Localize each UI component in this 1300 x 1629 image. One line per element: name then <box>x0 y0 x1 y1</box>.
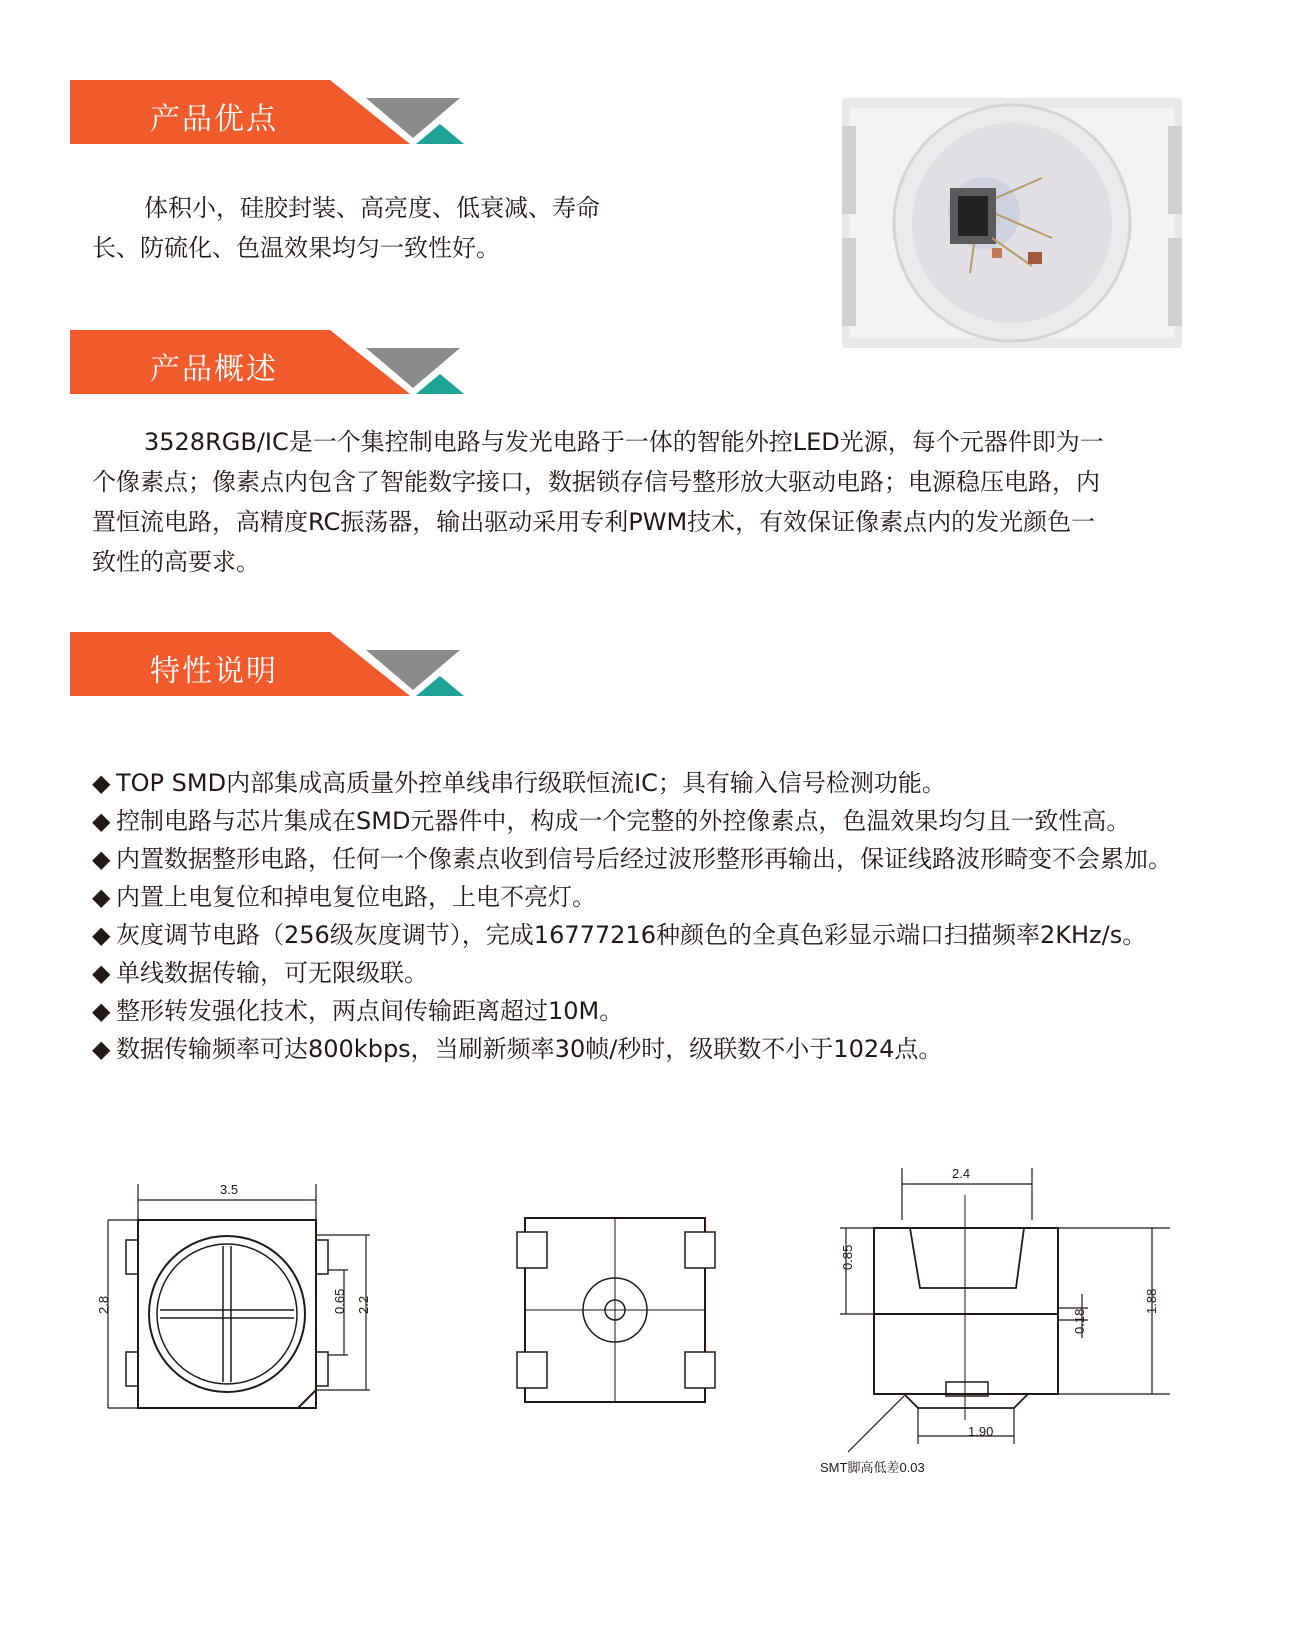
section-title: 产品优点 <box>150 102 278 137</box>
section-title: 特性说明 <box>150 654 278 689</box>
feature-list <box>92 764 1212 1068</box>
diamond-bullet-icon: ◆ <box>92 1035 111 1063</box>
text-line: 3528RGB/IC是一个集控制电路与发光电路于一体的智能外控LED光源，每个元器件即为一 <box>144 428 1104 456</box>
diamond-bullet-icon: ◆ <box>92 769 111 797</box>
section-header-overview <box>70 330 490 400</box>
text-line: 体积小，硅胶封装、高亮度、低衰减、寿命 <box>144 194 600 222</box>
feature-item: ◆ TOP SMD内部集成高质量外控单线串行级联恒流IC；具有输入信号检测功能。 <box>92 764 1212 802</box>
feature-item: ◆ 内置上电复位和掉电复位电路，上电不亮灯。 <box>92 878 1212 916</box>
text-line: 置恒流电路，高精度RC振荡器，输出驱动采用专利PWM技术，有效保证像素点内的发光颜色一 <box>92 508 1096 536</box>
section-banner <box>70 330 490 396</box>
dim-step-label: 0.18 <box>1072 1308 1087 1334</box>
feature-item: ◆ 灰度调节电路（256级灰度调节），完成16777216种颜色的全真色彩显示端口扫描频率2KHz/s。 <box>92 916 1212 954</box>
bottom-view-drawing <box>515 1210 720 1410</box>
overview-paragraph <box>92 422 1202 582</box>
diamond-bullet-icon: ◆ <box>92 921 111 949</box>
section-banner <box>70 632 490 698</box>
product-photo-led <box>842 88 1182 358</box>
feature-item: ◆ 内置数据整形电路，任何一个像素点收到信号后经过波形整形再输出，保证线路波形畸变不会累加。 <box>92 840 1212 878</box>
diamond-bullet-icon: ◆ <box>92 997 111 1025</box>
side-view-drawing <box>820 1160 1180 1490</box>
text-line: 长、防硫化、色温效果均匀一致性好。 <box>92 234 500 262</box>
feature-item: ◆ 控制电路与芯片集成在SMD元器件中，构成一个完整的外控像素点，色温效果均匀且一致性高。 <box>92 802 1212 840</box>
dim-lens-height-label: 0.85 <box>840 1244 855 1270</box>
feature-item: ◆ 数据传输频率可达800kbps，当刷新频率30帧/秒时，级联数不小于1024点。 <box>92 1030 1212 1068</box>
section-title: 产品概述 <box>150 352 278 387</box>
diamond-bullet-icon: ◆ <box>92 807 111 835</box>
top-view-drawing <box>90 1180 400 1450</box>
diamond-bullet-icon: ◆ <box>92 959 111 987</box>
section-header-features <box>70 632 490 702</box>
dim-pad-pitch-label: 1.90 <box>968 1424 994 1439</box>
dim-total-height-label: 1.88 <box>1144 1288 1159 1314</box>
smt-note-label: SMT脚高低差0.03 <box>820 1460 925 1475</box>
diamond-bullet-icon: ◆ <box>92 845 111 873</box>
dim-lens-width-label: 2.4 <box>952 1166 971 1181</box>
advantages-paragraph <box>92 188 632 268</box>
section-banner <box>70 80 490 146</box>
dim-pad-span-label: 2.2 <box>356 1295 371 1314</box>
dim-height-label: 2.8 <box>96 1295 111 1314</box>
feature-item: ◆ 单线数据传输，可无限级联。 <box>92 954 1212 992</box>
dim-width-label: 3.5 <box>220 1182 239 1197</box>
text-line: 个像素点；像素点内包含了智能数字接口，数据锁存信号整形放大驱动电路；电源稳压电路，内 <box>92 468 1100 496</box>
text-line: 致性的高要求。 <box>92 548 260 576</box>
diamond-bullet-icon: ◆ <box>92 883 111 911</box>
dim-pad-size-label: 0.65 <box>332 1288 347 1314</box>
section-header-advantages <box>70 80 490 150</box>
feature-item: ◆ 整形转发强化技术，两点间传输距离超过10M。 <box>92 992 1212 1030</box>
